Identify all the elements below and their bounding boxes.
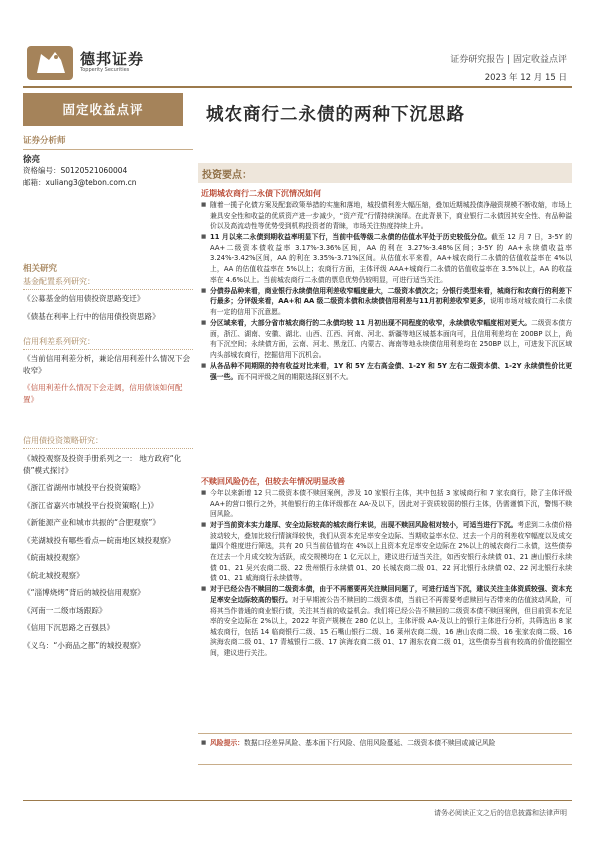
bullet-item: ■ 今年以来新增 12 只二级资本债不赎回案例，涉及 10 家银行主体，其中包括 3 家城商行和 7 家农商行，除了主体评级 AA+的营口银行之外，其他银行的主体评级都在 AA-及以下，因此对于资质较弱的银行主体，仍需谨慎下沉，警惕不赎回风险。: [201, 488, 572, 520]
related-group-strategy: [23, 453, 193, 657]
section-bullets: [201, 200, 572, 383]
related-link[interactable]: 《义乌：“小商品之都”的城投观察》: [23, 640, 145, 650]
bullet-item: ■ 分债券品种来看，商业银行永续债信用利差收窄幅度最大，二级资本债次之；分银行类型来看，城商行和农商行的利差下行最多；分评级来看，AA+和 AA 级二级资本债和永续债信用利差与11月初利差收窄更多，说明市场对城农商行二永债有一定的信用下沉意愿。: [201, 286, 572, 318]
risk-text: 数据口径差异风险、基本面下行风险、信用风险蔓延、二级资本债不赎回或减记风险: [243, 739, 496, 747]
related-link[interactable]: 《“淄博烧烤”背后的城投信用观察》: [23, 588, 145, 597]
section-heading: 近期城农商行二永债下沉情况如何: [201, 189, 321, 198]
analyst-section-title: 证券分析师: [23, 134, 193, 150]
brand-logo-icon: [27, 46, 73, 80]
risk-divider: [198, 764, 572, 765]
key-points-label: 投资要点：: [202, 170, 252, 181]
bullet-item: ■ 分区域来看，大部分省市城农商行的二永债均较 11 月初出现不同程度的收窄，永续债收窄幅度相对更大。二级资本债方面，浙江、湖南、安徽、湖北、山西、江西、河南、河北、新疆等地区城基本面向可，且信用利差均在 200BP 以上，尚有下沉空间；永续债方面，云南、河北、黑龙江、内蒙古、海南等地永续债信用利差均在 250BP 以上，可进发下沉区域内头部城农商行，挖掘信用下沉机会。: [201, 318, 572, 360]
related-link[interactable]: 《浙江省湖州市城投平台投资策略》: [23, 483, 145, 492]
brand-name-en: Topperity Securities: [80, 67, 130, 73]
related-link[interactable]: 《皖北城投观察》: [23, 570, 84, 580]
analyst-email[interactable]: 邮箱：xuliang3@tebon.com.cn: [23, 178, 137, 187]
related-group-title: 信用债投资策略研究：: [23, 435, 193, 449]
related-link[interactable]: 《当前信用利差分析，兼论信用利差什么情况下会收窄》: [23, 354, 191, 375]
section-heading: 不赎回风险仍在，但较去年情况明显改善: [201, 477, 345, 486]
risk-divider: [198, 733, 572, 734]
related-link[interactable]: 《新能源产业和城市共振的“合肥观察”》: [23, 518, 160, 527]
related-research-title: 相关研究: [23, 264, 58, 274]
section-bullets: [201, 488, 572, 659]
related-link[interactable]: 《城投观察及投资手册系列之一： 地方政府“化债”模式探讨》: [23, 454, 182, 475]
brand-name: 德邦证券: [80, 50, 145, 68]
footer-disclaimer: 请务必阅读正文之后的信息披露和法律声明: [434, 809, 567, 817]
related-group-spread: [23, 353, 193, 411]
key-points-bar: [198, 163, 572, 183]
risk-label: 风险提示：: [210, 739, 244, 747]
risk-warning: [201, 738, 572, 749]
header-divider: [23, 86, 572, 88]
related-link[interactable]: 《信用下沉思路之百强县》: [23, 623, 115, 632]
related-group-title: 信用利差系列研究：: [23, 336, 193, 350]
related-link[interactable]: 《河南一二级市场跟踪》: [23, 605, 107, 615]
doc-date: 2023 年 12 月 15 日: [484, 73, 567, 83]
bullet-item: ■ 11 月以来二永债到期收益率明显下行，当前中低等级二永债的估值水平处于历史较低分位。截至 12 月 7 日，3-5Y 的 AA+二级资本债收益率 3.17%-3.36%区间，AA 的利在 3.27%-3.48%区间；3-5Y 的 AA+永续债收益率 3.24%-3.42%区间，AA 的利在 3.35%-3.71%区间。从估值水平来看，AA+城农商行二永债的估值收益率在 4%以上，AA 的估值收益率在 5%以上；农商行方面，主体评级 AAA+城商行二永债的估值收益率在 3.5%以上，AA 的收益率在 4.6%以上。当前城农商行二永债的票息优势仍较明显，可进行适当关注。: [201, 232, 572, 285]
bullet-item: ■ 从各品种不同期限的持有收益对比来看，1Y 和 5Y 左右高金债、1-2Y 和 5Y 左右二级资本债、1-2Y 永续债性价比更强一些。而不同评级之间的期限选择区别不大。: [201, 361, 572, 382]
related-group-title: 基金配置系列研究：: [23, 276, 193, 290]
analyst-block: [23, 134, 193, 189]
related-group-fund: [23, 293, 193, 328]
footer-divider: [23, 800, 572, 801]
doc-type: 证券研究报告 | 固定收益点评: [450, 55, 567, 65]
page-title: 城农商行二永债的两种下沉思路: [206, 105, 465, 125]
analyst-name: 徐亮: [23, 155, 41, 165]
related-link[interactable]: 《芜湖城投有哪些看点—皖南地区城投观察》: [23, 535, 175, 545]
bullet-item: ■ 对于已经公告不赎回的二级资本债，由于不再需要再关注赎回问题了，可进行适当下沉，建议关注主体资质较强、资本充足率安全边际较高的银行。对于早期被公告不赎回的二级资本债，当前已不再需要考虑赎回与否带来的估值波动风险，可将其当作普通的商业银行债，关注其当前的收益机会。我们将已经公告不赎回的二级资本债不赎回案例，但目前资本充足率的安全边际在 2%以上，2022 年资产规模在 280 亿以上，主体评级 AA-及以上的银行主体进行分析，共筛选出 8 家城农商行，包括 14 临商银行二级、15 石嘴山银行二级、16 莱州农商二级、16 唐山农商二级、16 张家农商二级、16 滨海农商二级 01、17 青城银行二级、17 滨海农商二级 01、17 湘东农商二级 01，这些债券当前有较高的价值挖掘空间，建议进行关注。: [201, 584, 572, 658]
category-badge: 固定收益点评: [23, 93, 183, 126]
bullet-item: ■ 对于当前资本实力雄厚、安全边际较高的城农商行来说，出现不赎回风险相对较小，可适当进行下沉。考虑到二永债价格波动较大，叠加比较行情演绎较快，我们从资本充足率安全边际、当期收益率水位、过去一个月的利差收窄幅度以及成交量四个维度进行筛选，共有 20 只当前估值均在 4%以上且资本充足率安全边际在 2%以上的城农商行二永债，这些债券在过去一个月成交较为活跃，成交规模均在 1 亿元以上，建议进行适当关注，如西安银行永续债 01、21 唐山银行永续债 01、21 吴兴农商二级、22 贵州银行永续债 01、20 长城农商二级 01、22 河北银行永续债 02、22 河北银行永续债 01、21 威海商行永续债等。: [201, 520, 572, 584]
related-link[interactable]: 《皖南城投观察》: [23, 553, 84, 562]
analyst-cert: 资格编号：S0120521060004: [23, 166, 128, 175]
related-link[interactable]: 《信用利差什么情况下会走阔，信用债该如何配置》: [23, 383, 183, 404]
related-link[interactable]: 《债基在利率上行中的信用债投资思路》: [23, 311, 160, 321]
related-link[interactable]: 《公募基金的信用债投资思路变迁》: [23, 294, 145, 303]
related-link[interactable]: 《浙江省嘉兴市城投平台投资策略(上)》: [23, 500, 159, 510]
bullet-item: ■ 随着一揽子化债方案及配套政策举措的实施和落地，城投债利差大幅压缩，叠加近期城投债净融资规模不断收缩，市场上兼具安全性和收益的优质资产进一步减少，“资产荒”行情持续演绎。在此背景下，商业银行二永债因其安全性、有品种溢价以及高流动性等优势受到机构投资者的青睐，市场关注热度持续上升。: [201, 200, 572, 232]
